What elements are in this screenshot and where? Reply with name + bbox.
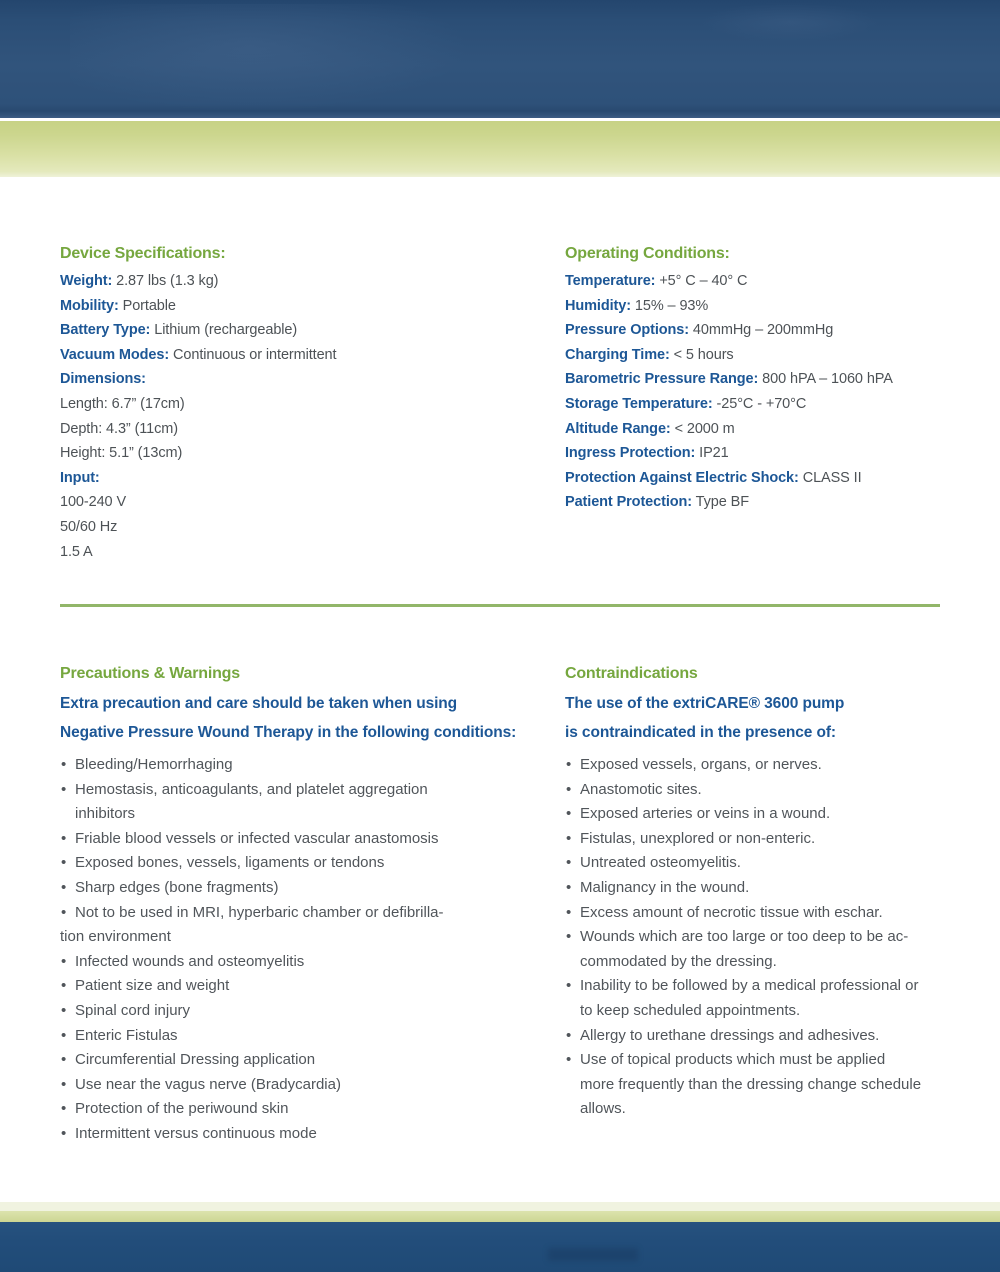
- bullet-item: [60, 753, 546, 778]
- bullet-text: Use near the vagus nerve (Bradycardia): [75, 1075, 341, 1093]
- device-specifications-section: [60, 242, 552, 564]
- bullet-item: [565, 1048, 995, 1122]
- bullet-text: Circumferential Dressing application: [75, 1051, 316, 1069]
- footer-accent-band: [0, 1211, 1000, 1222]
- spec-row: [60, 318, 552, 343]
- spec-label: Temperature:: [565, 273, 656, 289]
- bullet-icon: •: [61, 1100, 67, 1118]
- bullet-icon: •: [566, 780, 572, 798]
- spec-row: [565, 343, 997, 368]
- bullet-icon: •: [61, 1075, 67, 1093]
- bullet-item: [60, 1048, 546, 1073]
- spec-row: [60, 515, 552, 540]
- spec-row: [60, 490, 552, 515]
- bullet-icon: •: [61, 1124, 67, 1142]
- spec-value: Type BF: [692, 494, 749, 511]
- spec-label: Mobility:: [60, 297, 119, 314]
- bullet-icon: •: [566, 829, 572, 847]
- bullet-text: Anastomotic sites.: [580, 780, 702, 798]
- spec-label: Charging Time:: [565, 346, 670, 363]
- bullet-item: [565, 876, 995, 901]
- bullet-icon: •: [61, 854, 67, 872]
- device-specifications-title: Device Specifications:: [60, 245, 226, 262]
- spec-value: Depth: 4.3” (11cm): [60, 420, 179, 437]
- spec-row: [60, 540, 552, 565]
- spec-row: [565, 269, 997, 294]
- spec-row: [60, 367, 552, 392]
- precautions-bullet-list: [60, 753, 546, 1147]
- bullet-icon: •: [61, 1051, 67, 1069]
- bullet-item: [565, 827, 995, 852]
- spec-value: 40mmHg – 200mmHg: [689, 322, 834, 339]
- spec-value: 50/60 Hz: [60, 518, 118, 535]
- footer-pale-stripe: [0, 1202, 1000, 1211]
- bullet-text: Not to be used in MRI, hyperbaric chamber or defibrilla-: [75, 903, 444, 921]
- bullet-item: [60, 999, 546, 1024]
- bullet-text: Inability to be followed by a medical professional or: [580, 977, 919, 995]
- bullet-icon: •: [566, 1026, 572, 1044]
- bullet-icon: •: [61, 1026, 67, 1044]
- bullet-item: [60, 778, 546, 827]
- spec-value: < 5 hours: [669, 346, 734, 363]
- bullet-item: [60, 1024, 546, 1049]
- bullet-text: Malignancy in the wound.: [580, 878, 750, 896]
- bullet-icon: •: [61, 780, 67, 798]
- bullet-icon: •: [61, 903, 67, 921]
- precautions-warnings-title: Precautions & Warnings: [60, 665, 240, 682]
- spec-row: [565, 392, 997, 417]
- spec-label: Weight:: [60, 273, 113, 289]
- bullet-item: [565, 778, 995, 803]
- bullet-text: Exposed arteries or veins in a wound.: [580, 805, 831, 823]
- intro-line: Extra precaution and care should be taken when using: [60, 695, 458, 712]
- footer-watermark: [548, 1248, 638, 1261]
- bullet-text: Infected wounds and osteomyelitis: [75, 952, 305, 970]
- bullet-text-continued: more frequently than the dressing change schedule: [580, 1075, 922, 1093]
- bullet-item: [565, 974, 995, 1023]
- bullet-icon: •: [566, 854, 572, 872]
- bullet-text: Wounds which are too large or too deep to be ac-: [580, 928, 909, 946]
- intro-line: is contraindicated in the presence of:: [565, 723, 836, 741]
- spec-label: Ingress Protection:: [565, 445, 696, 462]
- spec-value: -25°C - +70°C: [712, 395, 807, 412]
- contraindications-section: [565, 662, 995, 1122]
- bullet-item: [565, 925, 995, 974]
- bullet-icon: •: [61, 977, 67, 995]
- footer-band: [0, 1222, 1000, 1272]
- bullet-text: Exposed vessels, organs, or nerves.: [580, 756, 822, 773]
- bullet-text: Untreated osteomyelitis.: [580, 854, 741, 872]
- bullet-item: [60, 1073, 546, 1098]
- spec-label: Patient Protection:: [565, 494, 693, 511]
- header-accent-band: [0, 121, 1000, 177]
- bullet-item: [60, 901, 546, 950]
- contraindications-bullet-list: [565, 753, 995, 1122]
- spec-row: [565, 318, 997, 343]
- spec-row: [565, 417, 997, 442]
- bullet-icon: •: [61, 952, 67, 970]
- bullet-text-continued: tion environment: [60, 928, 171, 946]
- operating-conditions-title: Operating Conditions:: [565, 245, 730, 262]
- bullet-text: Excess amount of necrotic tissue with eschar.: [580, 903, 883, 921]
- bullet-text-continued: allows.: [580, 1100, 626, 1118]
- spec-value: < 2000 m: [670, 420, 735, 437]
- bullet-text-continued: commodated by the dressing.: [580, 952, 777, 970]
- spec-row: [60, 441, 552, 466]
- spec-row: [60, 269, 552, 294]
- bullet-text: Spinal cord injury: [75, 1001, 191, 1019]
- bullet-text: Intermittent versus continuous mode: [75, 1124, 317, 1142]
- bullet-text: Friable blood vessels or infected vascular anastomosis: [75, 829, 439, 847]
- intro-line: Negative Pressure Wound Therapy in the following conditions:: [60, 723, 517, 741]
- bullet-text: Exposed bones, vessels, ligaments or tendons: [75, 854, 385, 872]
- bullet-icon: •: [61, 878, 67, 896]
- operating-conditions-list: [565, 269, 997, 515]
- header-band: [0, 0, 1000, 118]
- bullet-item: [60, 950, 546, 975]
- contraindications-intro: [565, 690, 995, 747]
- operating-conditions-section: [565, 242, 997, 515]
- bullet-text: Sharp edges (bone fragments): [75, 878, 279, 896]
- bullet-text-continued: to keep scheduled appointments.: [580, 1001, 801, 1019]
- spec-value: Continuous or intermittent: [169, 346, 337, 363]
- spec-label: Battery Type:: [60, 322, 151, 339]
- bullet-icon: •: [566, 903, 572, 921]
- bullet-text: Enteric Fistulas: [75, 1026, 178, 1044]
- bullet-icon: •: [566, 878, 572, 896]
- spec-label: Vacuum Modes:: [60, 346, 170, 363]
- bullet-item: [565, 901, 995, 926]
- bullet-item: [60, 876, 546, 901]
- spec-value: IP21: [695, 445, 729, 462]
- device-specifications-list: [60, 269, 552, 564]
- spec-label: Dimensions:: [60, 371, 146, 388]
- spec-row: [60, 392, 552, 417]
- bullet-text: Bleeding/Hemorrhaging: [75, 756, 233, 773]
- bullet-item: [565, 753, 995, 778]
- spec-value: 100-240 V: [60, 494, 127, 511]
- spec-label: Barometric Pressure Range:: [565, 371, 759, 388]
- bullet-item: [60, 974, 546, 999]
- bullet-icon: •: [566, 756, 572, 773]
- spec-value: 15% – 93%: [630, 297, 709, 314]
- spec-row: [565, 367, 997, 392]
- spec-row: [565, 294, 997, 319]
- spec-value: 2.87 lbs (1.3 kg): [112, 273, 219, 289]
- spec-row: [565, 490, 997, 515]
- precautions-warnings-section: [60, 662, 546, 1147]
- bullet-item: [60, 827, 546, 852]
- bullet-item: [565, 851, 995, 876]
- bullet-item: [60, 1122, 546, 1147]
- spec-label: Pressure Options:: [565, 322, 689, 339]
- bullet-text: Fistulas, unexplored or non-enteric.: [580, 829, 816, 847]
- bullet-text: Patient size and weight: [75, 977, 230, 995]
- spec-label: Input:: [60, 469, 100, 486]
- bullet-text: Allergy to urethane dressings and adhesives.: [580, 1026, 880, 1044]
- bullet-icon: •: [61, 1001, 67, 1019]
- spec-row: [60, 466, 552, 491]
- spec-label: Altitude Range:: [565, 420, 671, 437]
- spec-row: [60, 294, 552, 319]
- spec-row: [60, 417, 552, 442]
- bullet-text: Use of topical products which must be applied: [580, 1051, 886, 1069]
- bullet-icon: •: [61, 756, 67, 773]
- bullet-item: [565, 802, 995, 827]
- header-watermark: [70, 4, 470, 112]
- spec-value: Lithium (rechargeable): [150, 322, 298, 339]
- bullet-icon: •: [566, 928, 572, 946]
- spec-value: CLASS II: [798, 469, 862, 486]
- intro-line: The use of the extriCARE® 3600 pump: [565, 695, 845, 712]
- bullet-text-continued: inhibitors: [75, 805, 136, 823]
- spec-value: Length: 6.7” (17cm): [60, 395, 185, 412]
- spec-value: Portable: [118, 297, 176, 314]
- bullet-icon: •: [566, 805, 572, 823]
- spec-value: 1.5 A: [60, 543, 93, 560]
- bullet-icon: •: [61, 829, 67, 847]
- spec-value: +5° C – 40° C: [655, 273, 748, 289]
- spec-value: Height: 5.1” (13cm): [60, 445, 183, 462]
- bullet-item: [60, 851, 546, 876]
- spec-row: [60, 343, 552, 368]
- spec-row: [565, 441, 997, 466]
- bullet-item: [60, 1097, 546, 1122]
- precautions-intro: [60, 690, 546, 747]
- bullet-icon: •: [566, 977, 572, 995]
- section-divider: [60, 604, 940, 607]
- contraindications-title: Contraindications: [565, 665, 698, 682]
- bullet-item: [565, 1024, 995, 1049]
- bullet-icon: •: [566, 1051, 572, 1069]
- header-watermark: [700, 2, 880, 42]
- spec-value: 800 hPA – 1060 hPA: [758, 371, 893, 388]
- bullet-text: Protection of the periwound skin: [75, 1100, 289, 1118]
- spec-label: Protection Against Electric Shock:: [565, 469, 799, 486]
- spec-label: Storage Temperature:: [565, 395, 713, 412]
- bullet-text: Hemostasis, anticoagulants, and platelet aggregation: [75, 780, 428, 798]
- spec-row: [565, 466, 997, 491]
- spec-label: Humidity:: [565, 297, 631, 314]
